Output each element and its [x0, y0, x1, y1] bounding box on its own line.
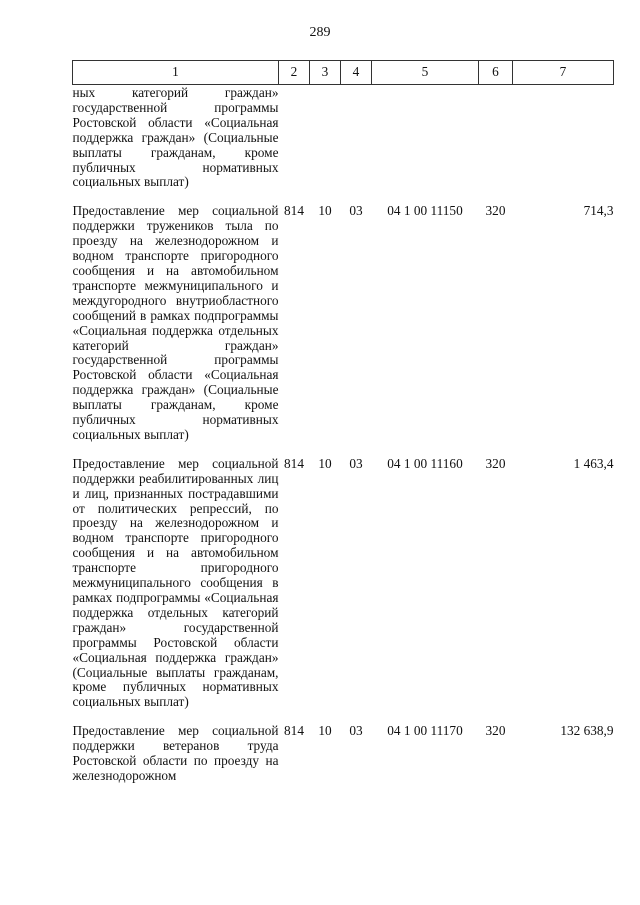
column-header: 6	[479, 61, 513, 85]
row-description: Предоставление мер социальной поддержки реабилитированных лиц и лиц, признанных пострадавшими от политических репрессий, по проезду на железнодорожном и водном транспорте пригородного сообщения и на автомобильном транспорте пригородного межмуниципального сообщения в рамках подпрограммы «Социальная поддержка отдельных категорий граждан» государственной программы Ростовской области «Социальная поддержка граждан» (Социальные выплаты гражданам, кроме публичных нормативных социальных выплат)	[72, 455, 279, 710]
row-code-col2	[279, 85, 310, 205]
row-code-col6	[479, 85, 513, 205]
row-code-col4	[341, 85, 372, 205]
row-code-col4: 03	[349, 455, 363, 471]
budget-table	[72, 60, 614, 798]
row-code-col3: 10	[318, 455, 332, 471]
row-amount: 1 463,4	[573, 455, 614, 471]
table-row	[73, 457, 614, 724]
row-code-col6: 320	[485, 723, 506, 739]
column-header: 4	[341, 61, 372, 85]
row-amount: 714,3	[583, 203, 614, 219]
table-row	[73, 85, 614, 205]
row-code-col2: 814	[284, 203, 304, 219]
row-code-col4: 03	[349, 203, 363, 219]
row-code-col3: 10	[318, 723, 332, 739]
row-code-col4: 03	[349, 723, 363, 739]
row-code-col5	[372, 85, 479, 205]
row-code-col2: 814	[284, 455, 304, 471]
table-row	[73, 204, 614, 457]
column-header: 1	[73, 61, 279, 85]
row-description: Предоставление мер социальной поддержки ветеранов труда Ростовской области по проезду на железнодорожном	[72, 723, 279, 783]
table-header-row	[73, 61, 614, 85]
column-header: 3	[310, 61, 341, 85]
row-code-col5: 04 1 00 11150	[387, 203, 463, 219]
table-row	[73, 724, 614, 798]
row-code-col5: 04 1 00 11160	[387, 455, 463, 471]
column-header: 5	[372, 61, 479, 85]
row-code-col2: 814	[284, 723, 304, 739]
row-code-col6: 320	[485, 455, 506, 471]
page-number: 289	[309, 25, 331, 40]
column-header: 2	[279, 61, 310, 85]
row-amount: 132 638,9	[560, 723, 614, 739]
row-code-col3	[310, 85, 341, 205]
row-code-col5: 04 1 00 11170	[387, 723, 463, 739]
row-description: ных категорий граждан» государственной программы Ростовской области «Социальная поддержка граждан» (Социальные выплаты гражданам, кроме публичных нормативных социальных выплат)	[72, 85, 279, 190]
row-description: Предоставление мер социальной поддержки тружеников тыла по проезду на железнодорожном и водном транспорте пригородного сообщения и на автомобильном транспорте межмуниципального и междугородного внутриобластного сообщений в рамках подпрограммы «Социальная поддержка отдельных категорий граждан» государственной программы Ростовской области «Социальная поддержка граждан» (Социальные выплаты гражданам, кроме публичных нормативных социальных выплат)	[72, 203, 279, 442]
column-header: 7	[513, 61, 614, 85]
row-code-col3: 10	[318, 203, 332, 219]
row-amount	[513, 85, 614, 205]
row-code-col6: 320	[485, 203, 506, 219]
